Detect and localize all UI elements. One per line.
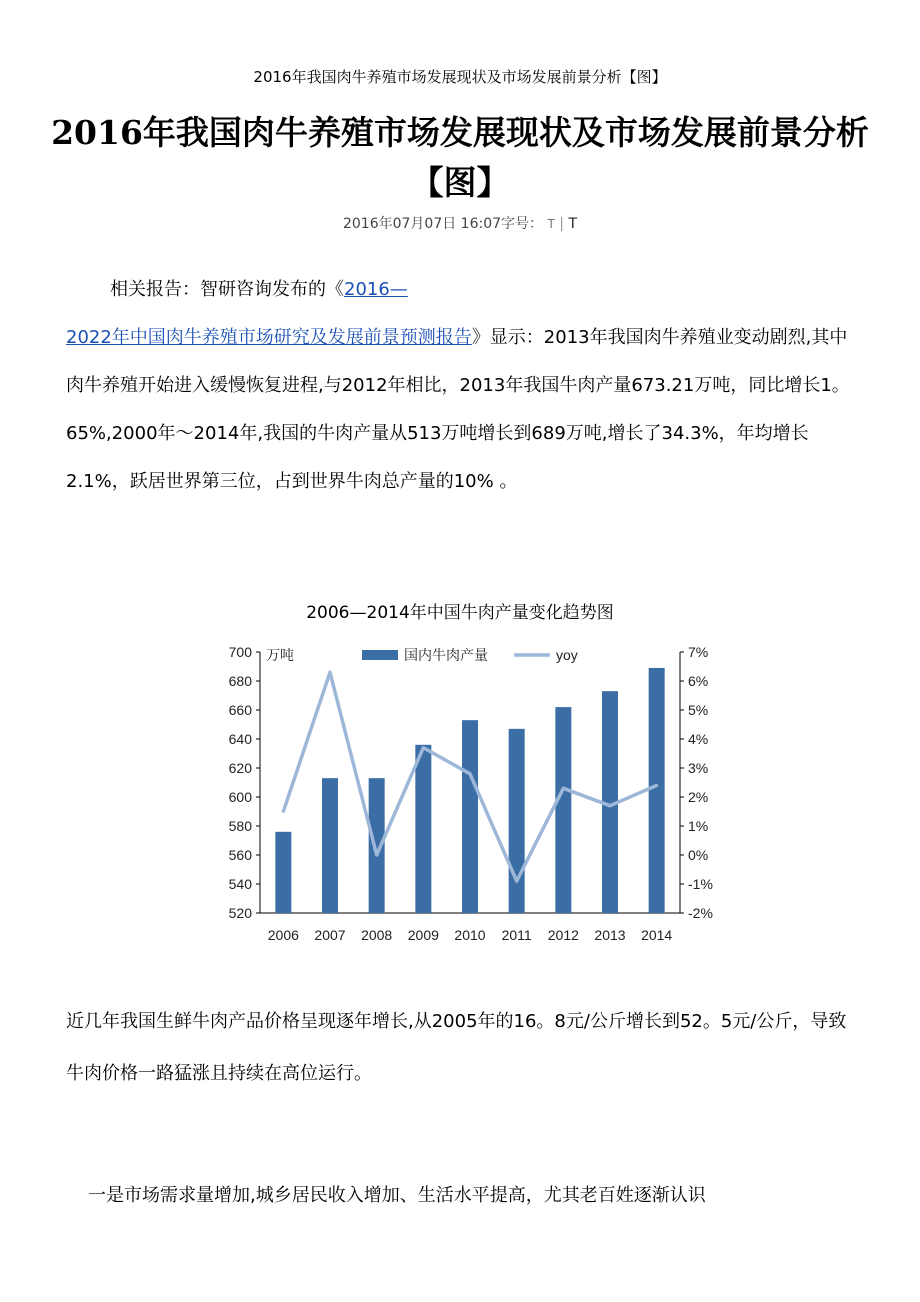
paragraph-demand: 一是市场需求量增加,城乡居民收入增加、生活水平提高，尤其老百姓逐渐认识 (88, 1185, 706, 1206)
legend-bar-swatch (362, 650, 398, 660)
intro-prefix: 相关报告：智研咨询发布的《 (110, 279, 344, 300)
right-tick-label: 5% (688, 702, 709, 718)
yoy-point (469, 772, 472, 775)
report-link-part1: 2016— (344, 279, 408, 300)
font-size-small-button[interactable]: T (547, 217, 555, 231)
right-tick-label: 4% (688, 731, 709, 747)
left-tick-label: 680 (228, 673, 252, 689)
report-link-part2: 2022年中国肉牛养殖市场研究及发展前景预测报告 (66, 327, 472, 348)
yoy-point (375, 854, 378, 857)
legend-line-label: yoy (556, 647, 578, 663)
paragraph-price: 近几年我国生鲜牛肉产品价格呈现逐年增长,从2005年的16。8元/公斤增长到52。5元/公斤，导致牛肉价格一路猛涨且持续在高位运行。 (66, 1011, 847, 1084)
left-tick-label: 700 (228, 644, 252, 660)
x-tick-label: 2014 (641, 927, 673, 943)
x-tick-label: 2009 (407, 927, 439, 943)
x-tick-label: 2006 (267, 927, 299, 943)
production-bar (322, 778, 338, 913)
font-size-label: 字号： (501, 216, 544, 232)
yoy-point (422, 746, 425, 749)
left-tick-label: 600 (228, 789, 252, 805)
x-tick-label: 2008 (361, 927, 393, 943)
x-tick-label: 2013 (594, 927, 626, 943)
production-bar (555, 707, 571, 913)
left-tick-label: 560 (228, 847, 252, 863)
paragraph-intro (66, 266, 856, 506)
page-header: 2016年我国肉牛养殖市场发展现状及市场发展前景分析【图】 (253, 68, 667, 86)
left-tick-label: 580 (228, 818, 252, 834)
left-tick-label: 520 (228, 905, 252, 921)
production-bar (509, 729, 525, 913)
yoy-point (562, 787, 565, 790)
article-meta (0, 213, 920, 233)
right-tick-label: 6% (688, 673, 709, 689)
right-tick-label: 3% (688, 760, 709, 776)
right-tick-label: -2% (688, 905, 713, 921)
yoy-point (655, 784, 658, 787)
yoy-point (282, 810, 285, 813)
y-unit-label: 万吨 (266, 647, 294, 663)
font-size-separator: | (559, 216, 564, 232)
yoy-point (515, 880, 518, 883)
production-bar (462, 720, 478, 913)
yoy-point (329, 671, 332, 674)
article-title: 2016年我国肉牛养殖市场发展现状及市场发展前景分析【图】 (51, 113, 869, 202)
left-tick-label: 540 (228, 876, 252, 892)
right-tick-label: 0% (688, 847, 709, 863)
right-tick-label: 7% (688, 644, 709, 660)
x-tick-label: 2007 (314, 927, 346, 943)
legend-bar-label: 国内牛肉产量 (404, 647, 488, 663)
x-tick-label: 2012 (547, 927, 579, 943)
production-bar (275, 832, 291, 913)
yoy-point (609, 804, 612, 807)
beef-production-chart (196, 636, 726, 946)
right-tick-label: 2% (688, 789, 709, 805)
left-tick-label: 620 (228, 760, 252, 776)
intro-suffix: 》显示：2013年我国肉牛养殖业变动剧烈,其中肉牛养殖开始进入缓慢恢复进程,与2012年相比，2013年我国牛肉产量673.21万吨，同比增长1。65%,2000年～2014年,我国的牛肉产量从513万吨增长到689万吨,增长了34.3%，年均增长2.1%，跃居世界第三位，占到世界牛肉总产量的10% 。 (66, 327, 850, 492)
left-tick-label: 640 (228, 731, 252, 747)
production-bar (415, 745, 431, 913)
font-size-large-button[interactable]: T (568, 216, 578, 232)
chart-title: 2006—2014年中国牛肉产量变化趋势图 (306, 603, 614, 623)
x-tick-label: 2011 (501, 927, 532, 943)
production-bar (649, 668, 665, 913)
right-tick-label: -1% (688, 876, 713, 892)
x-tick-label: 2010 (454, 927, 486, 943)
publish-datetime: 2016年07月07日 16:07 (342, 216, 502, 232)
right-tick-label: 1% (688, 818, 709, 834)
left-tick-label: 660 (228, 702, 252, 718)
